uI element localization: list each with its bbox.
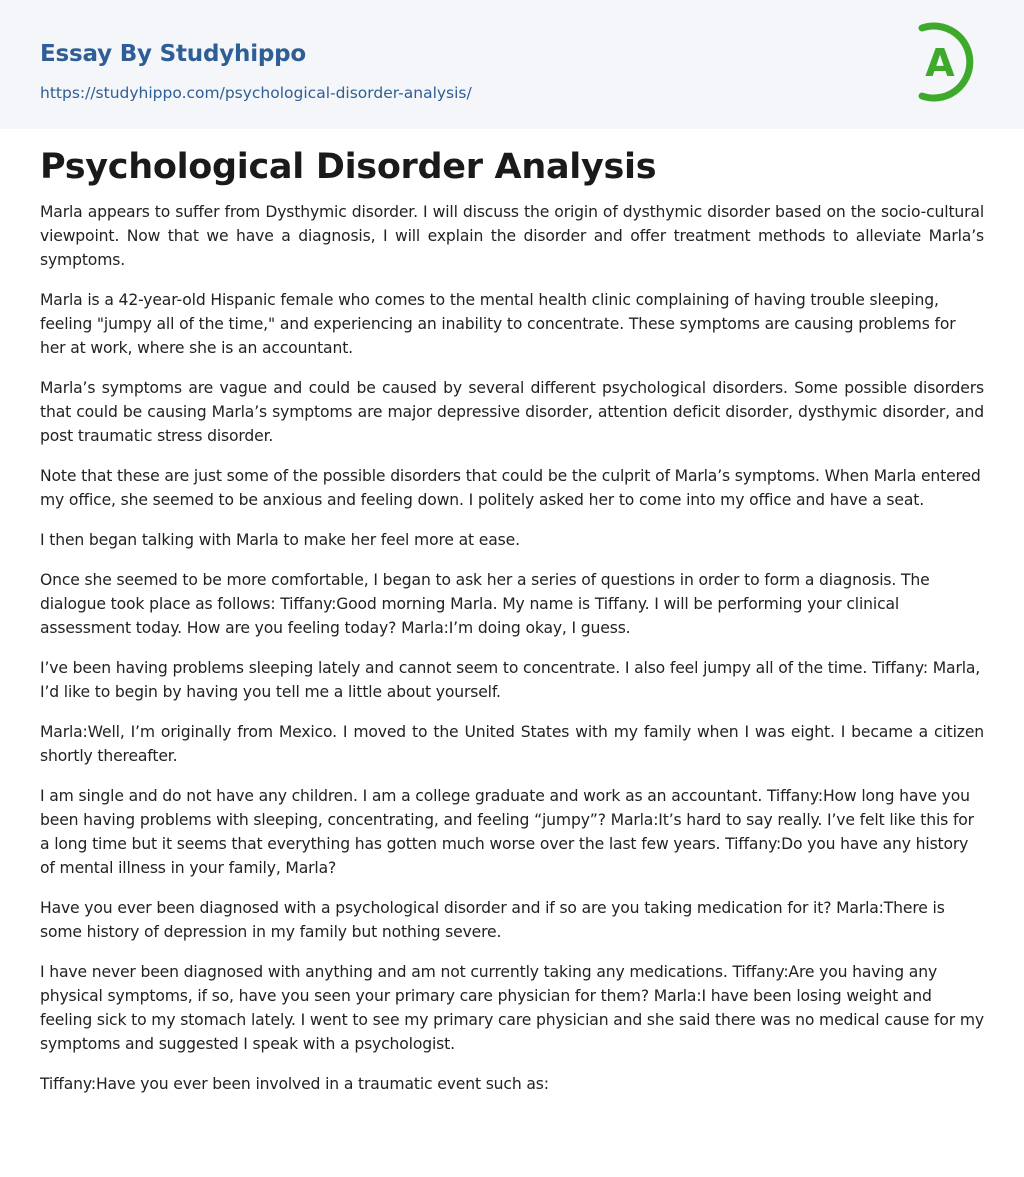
essay-paragraph: Have you ever been diagnosed with a psychological disorder and if so are you taking medication for it? Marla:There is some history of depression in my family but nothing severe. bbox=[40, 899, 945, 941]
brand-title[interactable]: Essay By Studyhippo bbox=[40, 41, 307, 67]
essay-paragraph: Once she seemed to be more comfortable, I began to ask her a series of questions in order to form a diagnosis. The dialogue took place as follows: Tiffany:Good morning Marla. My name is Tiffany. I will be performing your clinical assessment today. How are you feeling today? Marla:I’m doing okay, I guess. bbox=[40, 571, 930, 637]
essay-paragraph: Marla:Well, I’m originally from Mexico. I moved to the United States with my family when I was eight. I became a citizen shortly thereafter. bbox=[40, 723, 984, 765]
source-url-link[interactable]: https://studyhippo.com/psychological-disorder-analysis/ bbox=[40, 84, 472, 102]
essay-title: Psychological Disorder Analysis bbox=[40, 147, 657, 187]
essay-paragraph: Marla appears to suffer from Dysthymic disorder. I will discuss the origin of dysthymic disorder based on the socio-cultural viewpoint. Now that we have a diagnosis, I will explain the disorder and offer treatment methods to alleviate Marla’s symptoms. bbox=[40, 203, 984, 269]
essay-paragraph: I am single and do not have any children. I am a college graduate and work as an accountant. Tiffany:How long have you been having problems with sleeping, concentrating, and feeling “jumpy”? Marla:It’s hard to say really. I’ve felt like this for a long time but it seems that everything has gotten much worse over the last few years. Tiffany:Do you have any history of mental illness in your family, Marla? bbox=[40, 787, 974, 877]
studyhippo-logo-icon[interactable] bbox=[908, 18, 988, 106]
essay-paragraph: Tiffany:Have you ever been involved in a traumatic event such as: bbox=[40, 1075, 549, 1093]
essay-body bbox=[40, 200, 984, 1112]
essay-paragraph: Note that these are just some of the possible disorders that could be the culprit of Marla’s symptoms. When Marla entered my office, she seemed to be anxious and feeling down. I politely asked her to come into my office and have a seat. bbox=[40, 467, 981, 509]
essay-paragraph: Marla is a 42-year-old Hispanic female who comes to the mental health clinic complaining of having trouble sleeping, feeling "jumpy all of the time," and experiencing an inability to concentrate. These symptoms are causing problems for her at work, where she is an accountant. bbox=[40, 291, 956, 357]
essay-paragraph: I have never been diagnosed with anything and am not currently taking any medications. Tiffany:Are you having any physical symptoms, if so, have you seen your primary care physician for them? Marla:I have been losing weight and feeling sick to my stomach lately. I went to see my primary care physician and she said there was no medical cause for my symptoms and suggested I speak with a psychologist. bbox=[40, 963, 984, 1053]
essay-paragraph: Marla’s symptoms are vague and could be caused by several different psychological disorders. Some possible disorders that could be causing Marla’s symptoms are major depressive disorder, attention deficit disorder, dysthymic disorder, and post traumatic stress disorder. bbox=[40, 379, 984, 445]
logo-letter: A bbox=[925, 41, 955, 85]
essay-paragraph: I then began talking with Marla to make her feel more at ease. bbox=[40, 531, 520, 549]
essay-paragraph: I’ve been having problems sleeping lately and cannot seem to concentrate. I also feel jumpy all of the time. Tiffany: Marla, I’d like to begin by having you tell me a little about yourself. bbox=[40, 659, 981, 701]
